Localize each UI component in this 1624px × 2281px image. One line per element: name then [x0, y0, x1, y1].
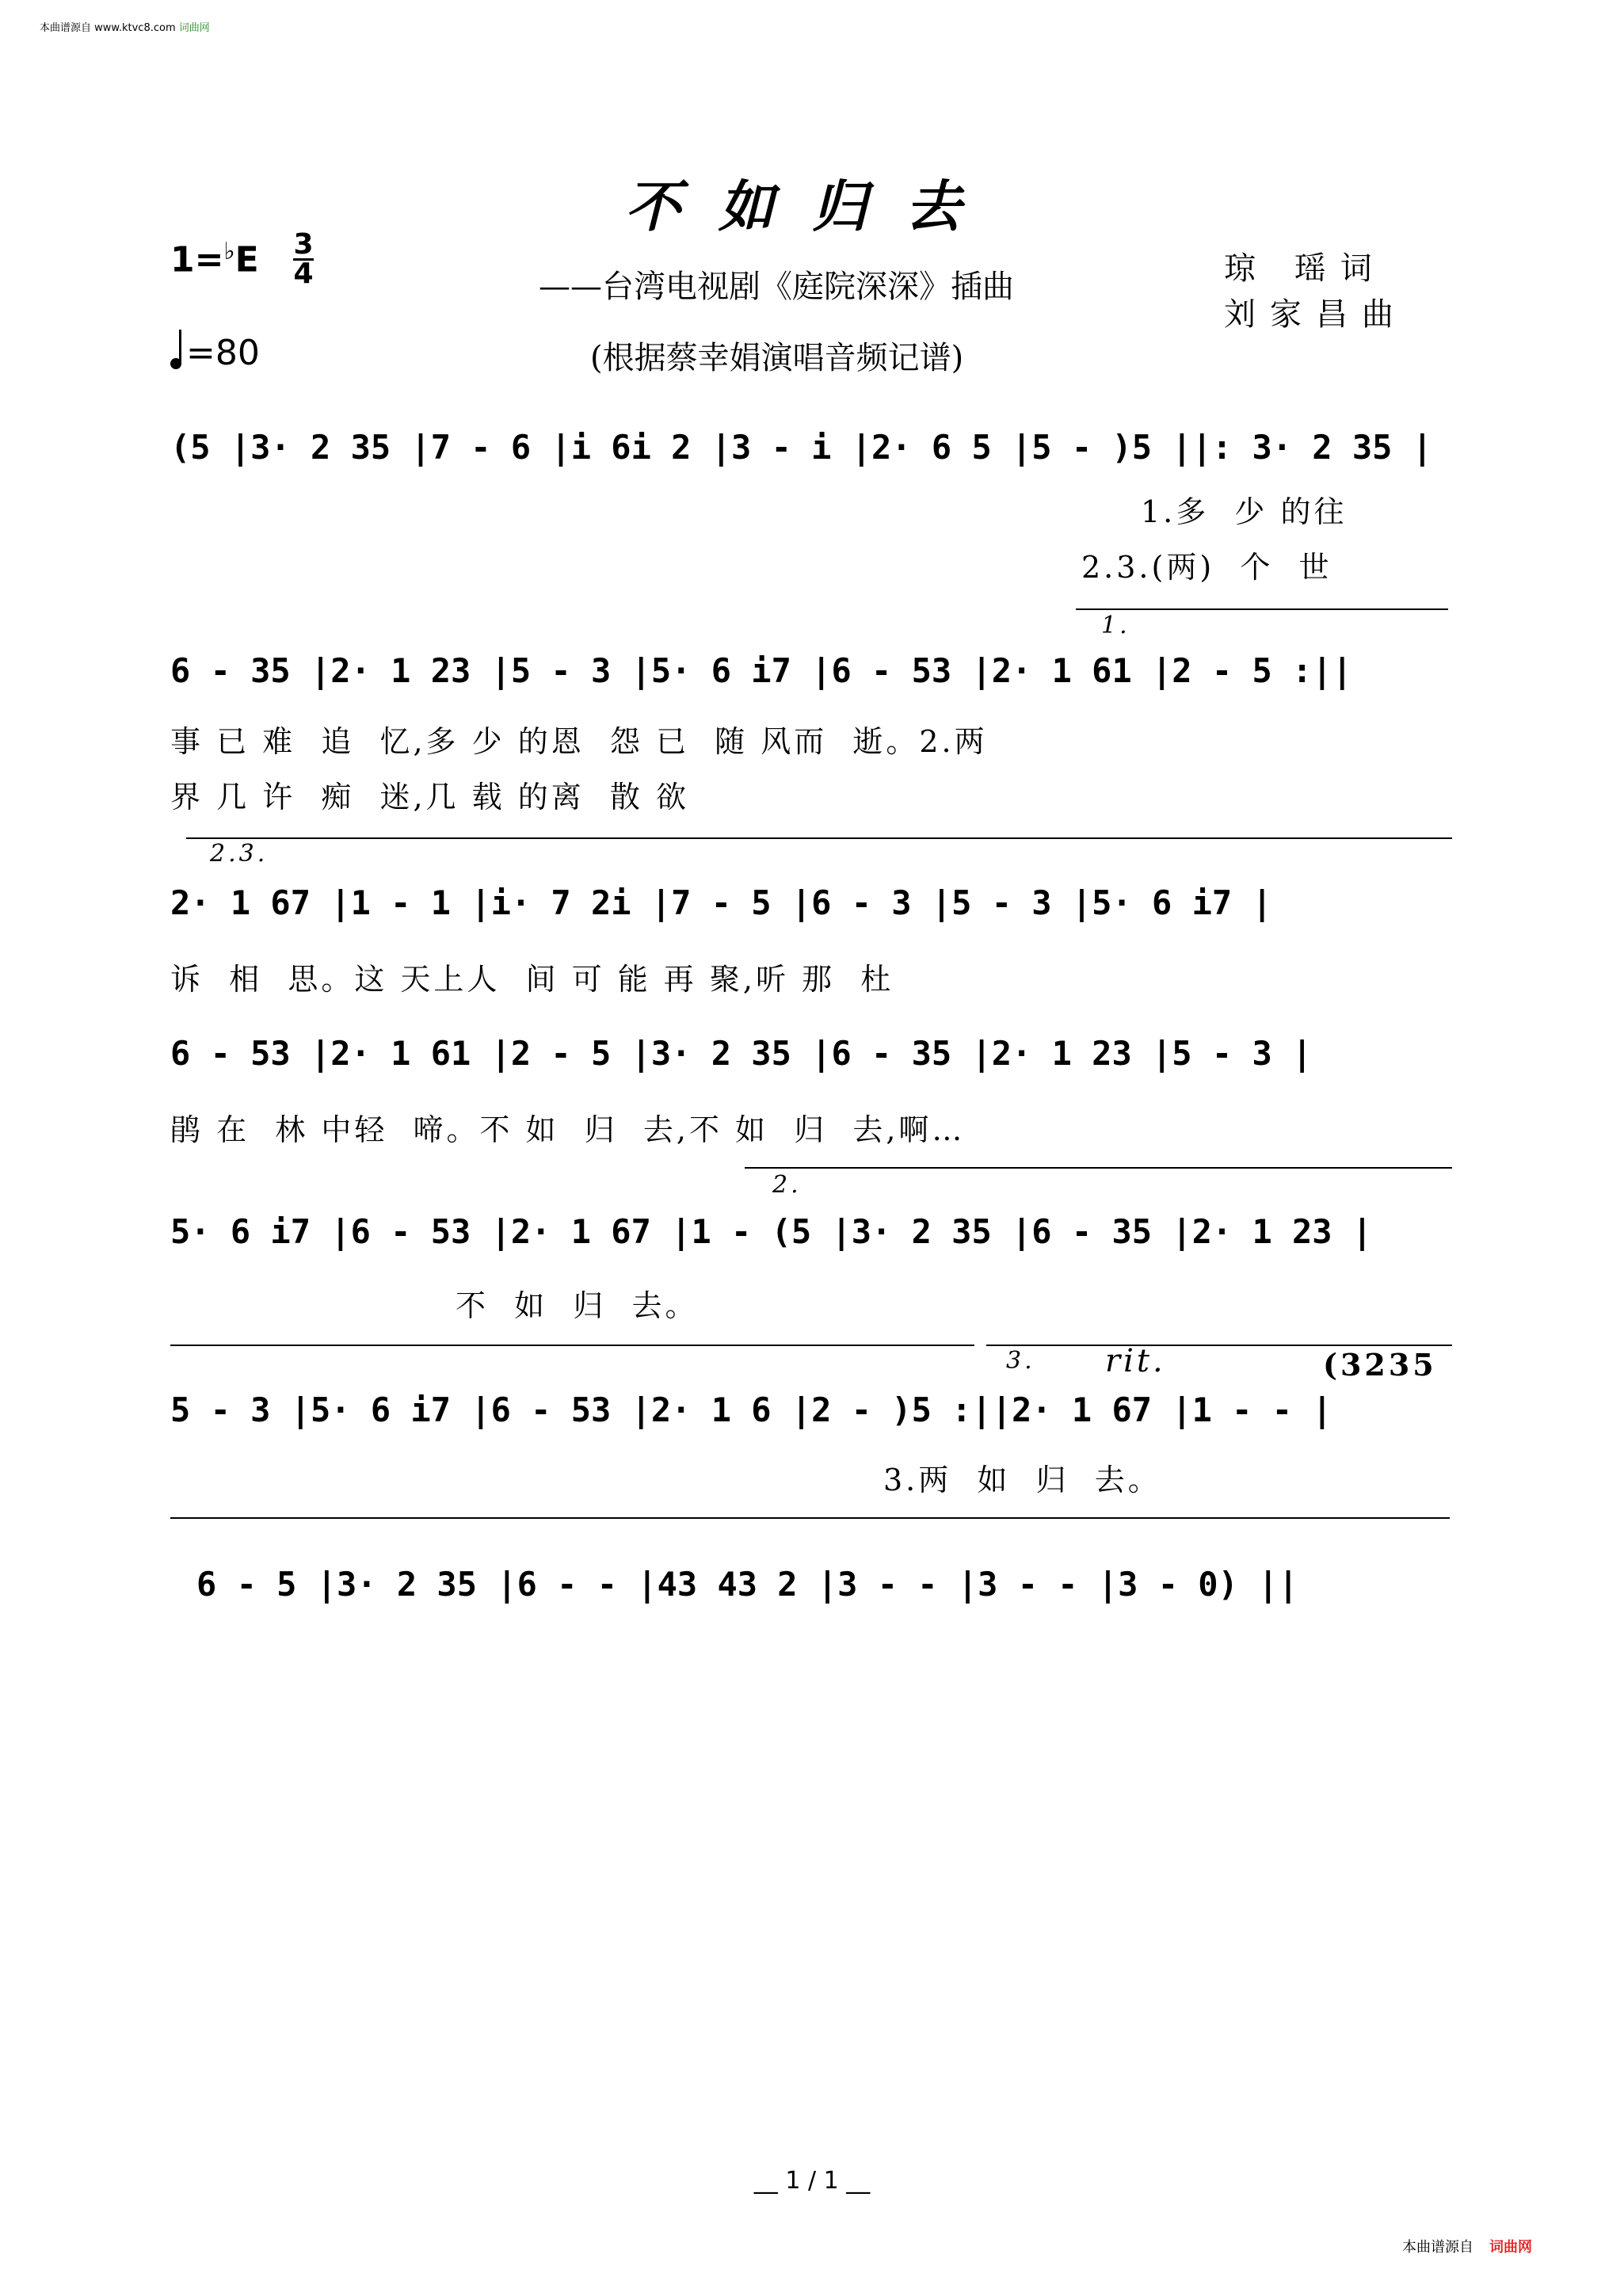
lyric-line: 界 几 许 痴 迷,几 载 的离 散 欲: [170, 780, 689, 814]
lyric-line: 1.多 少 的往: [1141, 494, 1348, 529]
footer-source: 本曲谱源自 词曲网: [1402, 2239, 1532, 2256]
volta-bracket: [186, 837, 1452, 839]
staff-rule: [170, 1345, 974, 1346]
credits: [1224, 246, 1408, 338]
volta-bracket: [745, 1167, 1452, 1169]
volta-bracket: [1076, 608, 1448, 610]
score-line-7: 6 - 5 |3· 2 35 |6 - - |43 43 2 |3 - - |3 - - |3 - 0) ||: [196, 1565, 1298, 1604]
lyric-line: 鹃 在 林 中轻 啼。不 如 归 去,不 如 归 去,啊…: [170, 1112, 966, 1147]
staff-rule: [170, 1517, 1450, 1519]
grace-notes: (3235: [1323, 1347, 1437, 1383]
ritardando-marking: rit.: [1105, 1343, 1166, 1379]
score-line-2: 6 - 35 |2· 1 23 |5 - 3 |5· 6 i7 |6 - 53 |2· 1 61 |2 - 5 :||: [170, 651, 1352, 690]
score-line-5: 5· 6 i7 |6 - 53 |2· 1 67 |1 - (5 |3· 2 35 |6 - 35 |2· 1 23 |: [170, 1212, 1373, 1251]
lyricist-credit: 琼 瑶词: [1224, 250, 1386, 287]
lyric-line: 2.3.(两) 个 世: [1081, 550, 1332, 585]
page-number: __ 1 / 1 __: [753, 2167, 871, 2195]
lyric-line: 事 已 难 追 忆,多 少 的恩 怨 已 随 风而 逝。2.两: [170, 724, 988, 759]
quarter-note-icon: [170, 358, 181, 369]
source-watermark: 本曲谱源自 www.ktvc8.com 词曲网: [40, 22, 210, 34]
composer-credit: 刘家昌曲: [1224, 296, 1408, 333]
subtitle: ——台湾电视剧《庭院深深》插曲: [539, 269, 1014, 305]
key-signature: 1=♭E: [170, 238, 259, 280]
volta-bracket: [986, 1345, 1452, 1346]
score-line-3: 2· 1 67 |1 - 1 |i· 7 2i |7 - 5 |6 - 3 |5 - 3 |5· 6 i7 |: [170, 883, 1272, 922]
score-line-4: 6 - 53 |2· 1 61 |2 - 5 |3· 2 35 |6 - 35 |2· 1 23 |5 - 3 |: [170, 1034, 1313, 1073]
score-line-6: 5 - 3 |5· 6 i7 |6 - 53 |2· 1 6 |2 - )5 :||2· 1 67 |1 - - |: [170, 1390, 1332, 1429]
lyric-line: 不 如 归 去。: [456, 1288, 699, 1323]
lyric-line: 3.两 如 归 去。: [883, 1463, 1161, 1497]
transcription-note: (根据蔡幸娟演唱音频记谱): [590, 340, 964, 376]
lyric-line: 诉 相 思。这 天上人 间 可 能 再 聚,听 那 杜: [170, 962, 894, 997]
volta-label: 3.: [1006, 1347, 1035, 1375]
time-signature: 3 4: [293, 228, 314, 290]
score-line-1: (5 |3· 2 35 |7 - 6 |i 6i 2 |3 - i |2· 6 5 |5 - )5 ||: 3· 2 35 |: [170, 428, 1433, 467]
volta-label: 2.: [772, 1171, 802, 1199]
tempo-marking: =80: [170, 333, 260, 373]
volta-label: 1.: [1101, 612, 1130, 639]
volta-label: 2.3.: [210, 840, 269, 868]
song-title: 不如归去: [625, 174, 999, 239]
